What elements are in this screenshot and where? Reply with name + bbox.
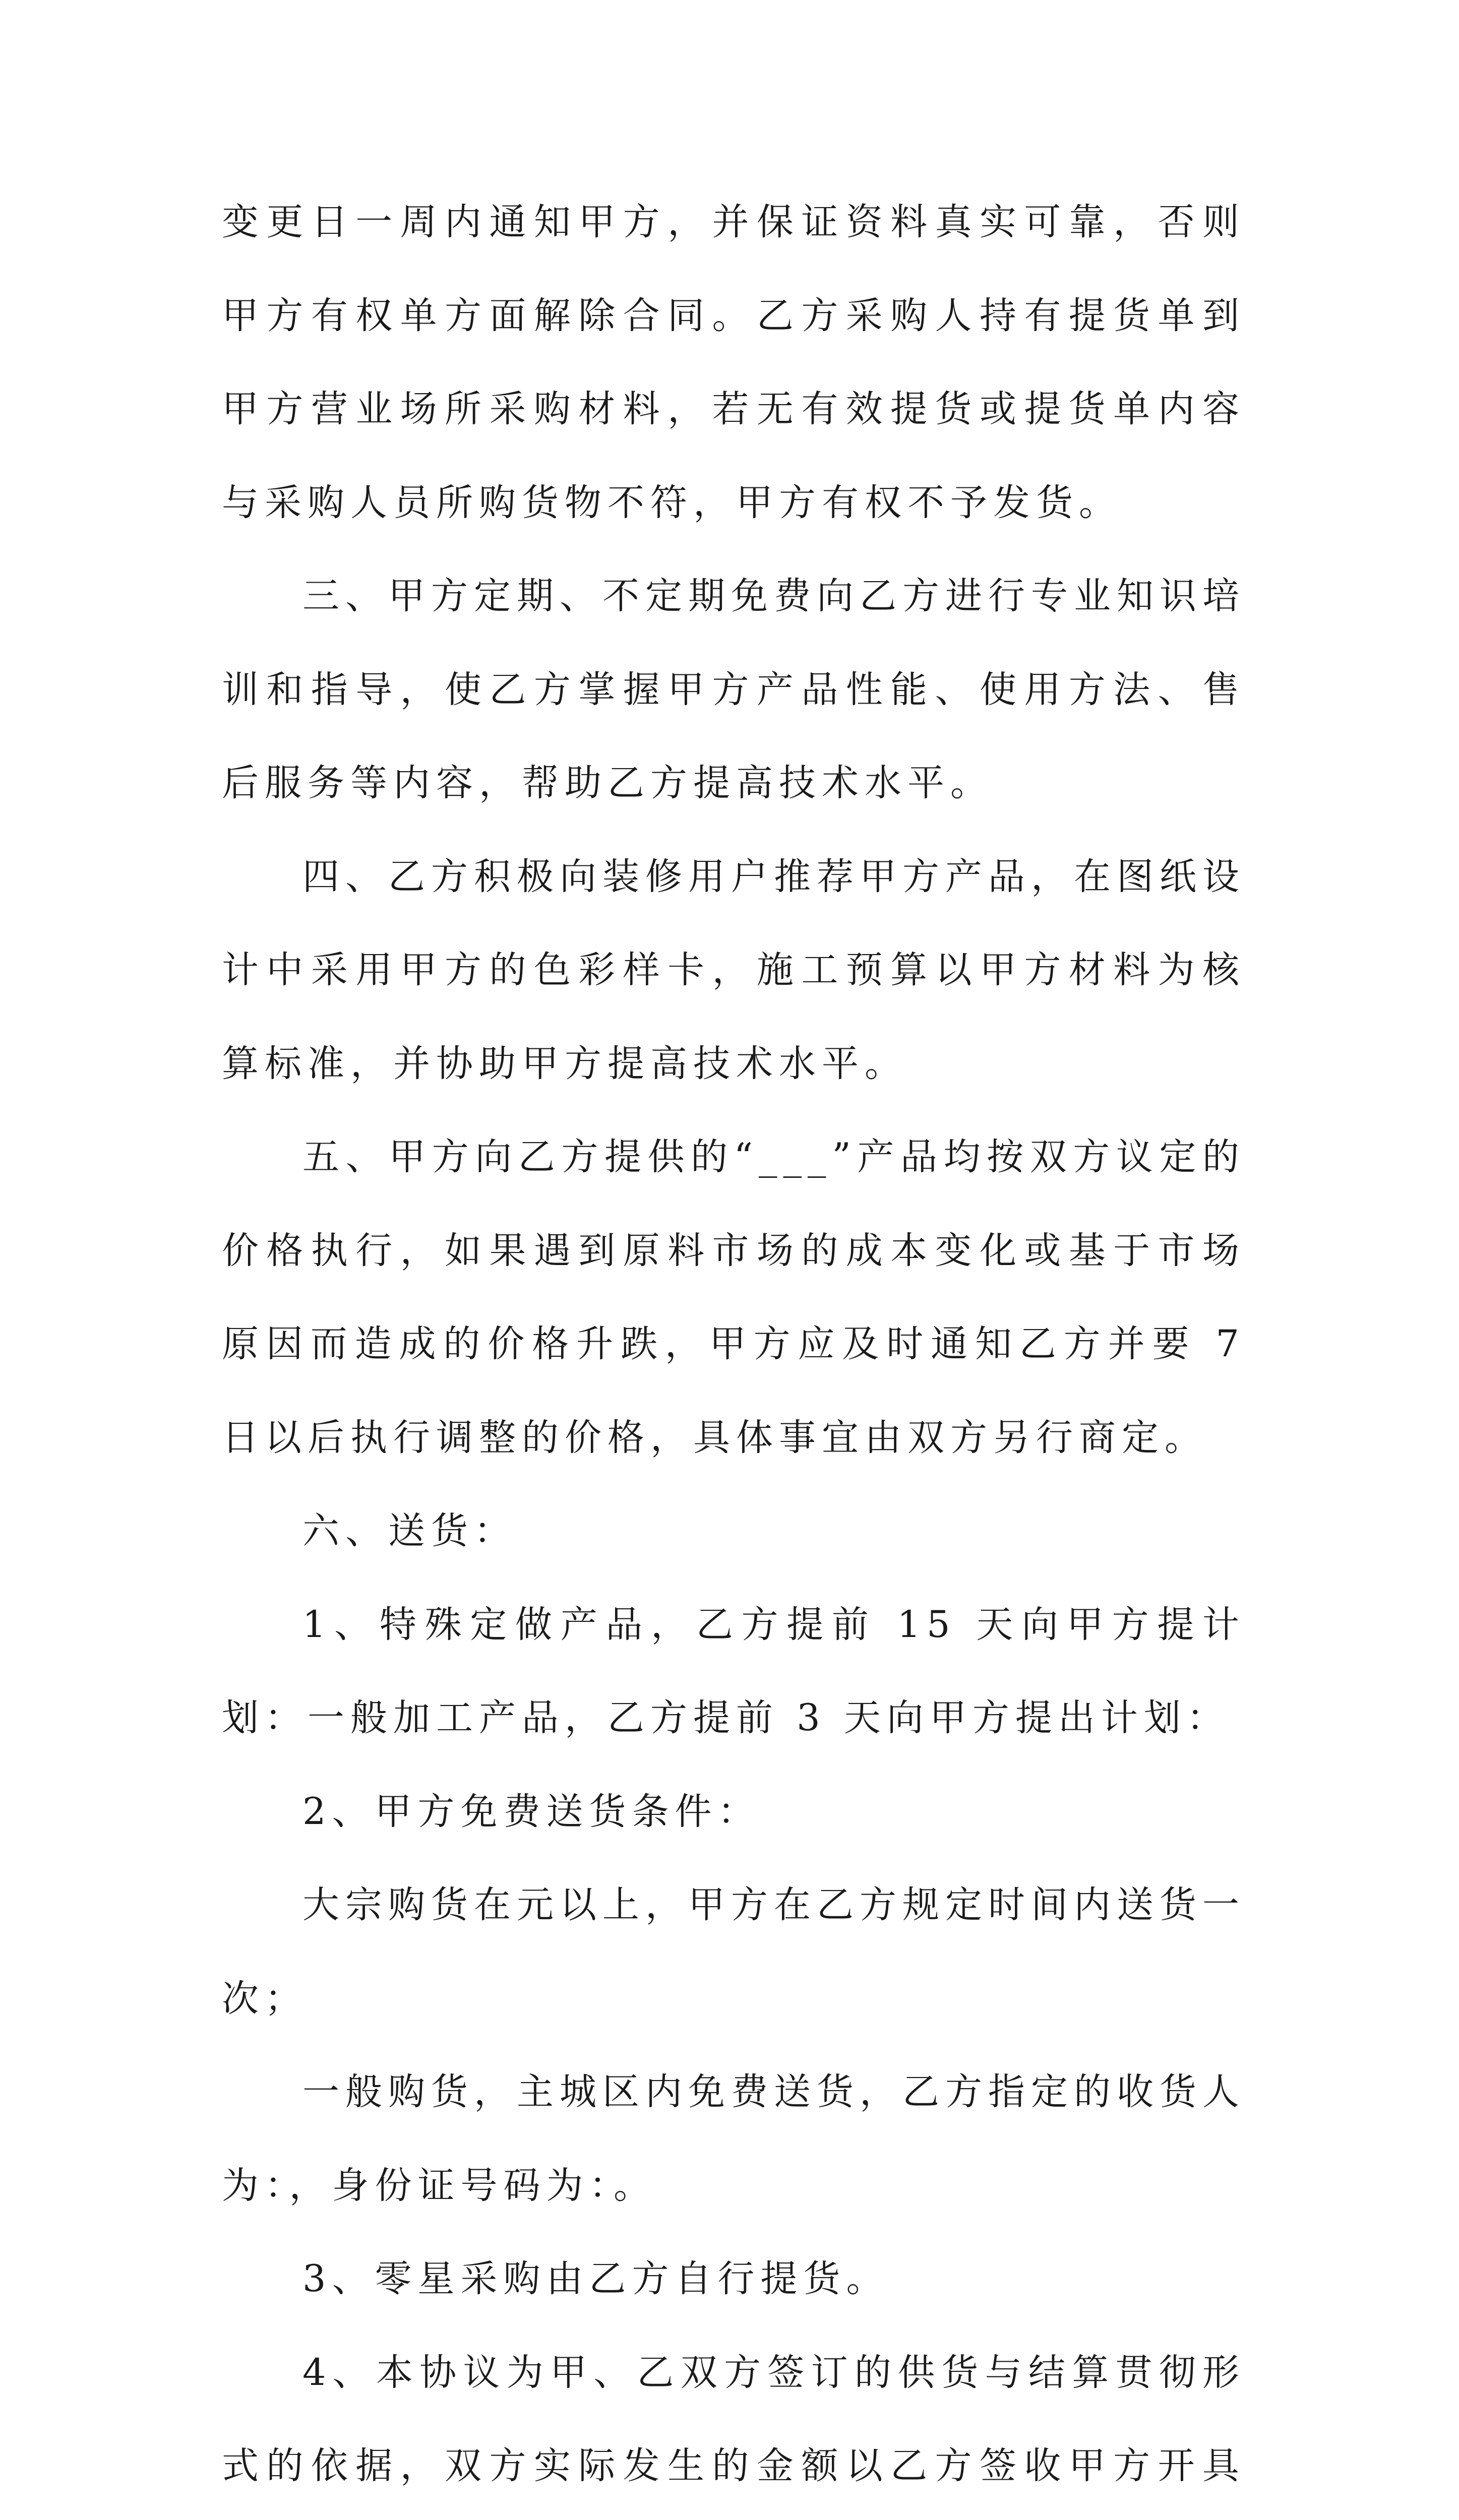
paragraph-item-3: 3、零星采购由乙方自行提货。 [222, 2232, 1245, 2326]
paragraph-item-1: 1、特殊定做产品，乙方提前 15 天向甲方提计划：一般加工产品，乙方提前 3 天向甲方提出计划： [222, 1578, 1245, 1765]
paragraph-clause-4: 四、乙方积极向装修用户推荐甲方产品，在图纸设计中采用甲方的色彩样卡，施工预算以甲方材料为核算标准，并协助甲方提高技术水平。 [222, 830, 1245, 1111]
paragraph-general-delivery: 一般购货，主城区内免费送货，乙方指定的收货人为：，身份证号码为：。 [222, 2045, 1245, 2232]
paragraph-item-4: 4、本协议为甲、乙双方签订的供货与结算贯彻形式的依据，双方实际发生的金额以乙方签收甲方开具 [222, 2326, 1245, 2520]
paragraph-item-2: 2、甲方免费送货条件： [222, 1765, 1245, 1859]
paragraph-clause-3: 三、甲方定期、不定期免费向乙方进行专业知识培训和指导，使乙方掌握甲方产品性能、使用方法、售后服务等内容，帮助乙方提高技术水平。 [222, 549, 1245, 830]
document-page [222, 175, 1245, 2520]
paragraph-bulk-delivery: 大宗购货在元以上，甲方在乙方规定时间内送货一次； [222, 1858, 1245, 2045]
paragraph-continuation: 变更日一周内通知甲方，并保证资料真实可靠，否则甲方有权单方面解除合同。乙方采购人持有提货单到甲方营业场所采购材料，若无有效提货或提货单内容与采购人员所购货物不符，甲方有权不予发货。 [222, 175, 1245, 549]
paragraph-clause-6-heading: 六、送货： [222, 1484, 1245, 1578]
paragraph-clause-5: 五、甲方向乙方提供的“___”产品均按双方议定的价格执行，如果遇到原料市场的成本变化或基于市场原因而造成的价格升跌，甲方应及时通知乙方并要 7 日以后执行调整的价格，具体事宜由双方另行商定。 [222, 1110, 1245, 1484]
